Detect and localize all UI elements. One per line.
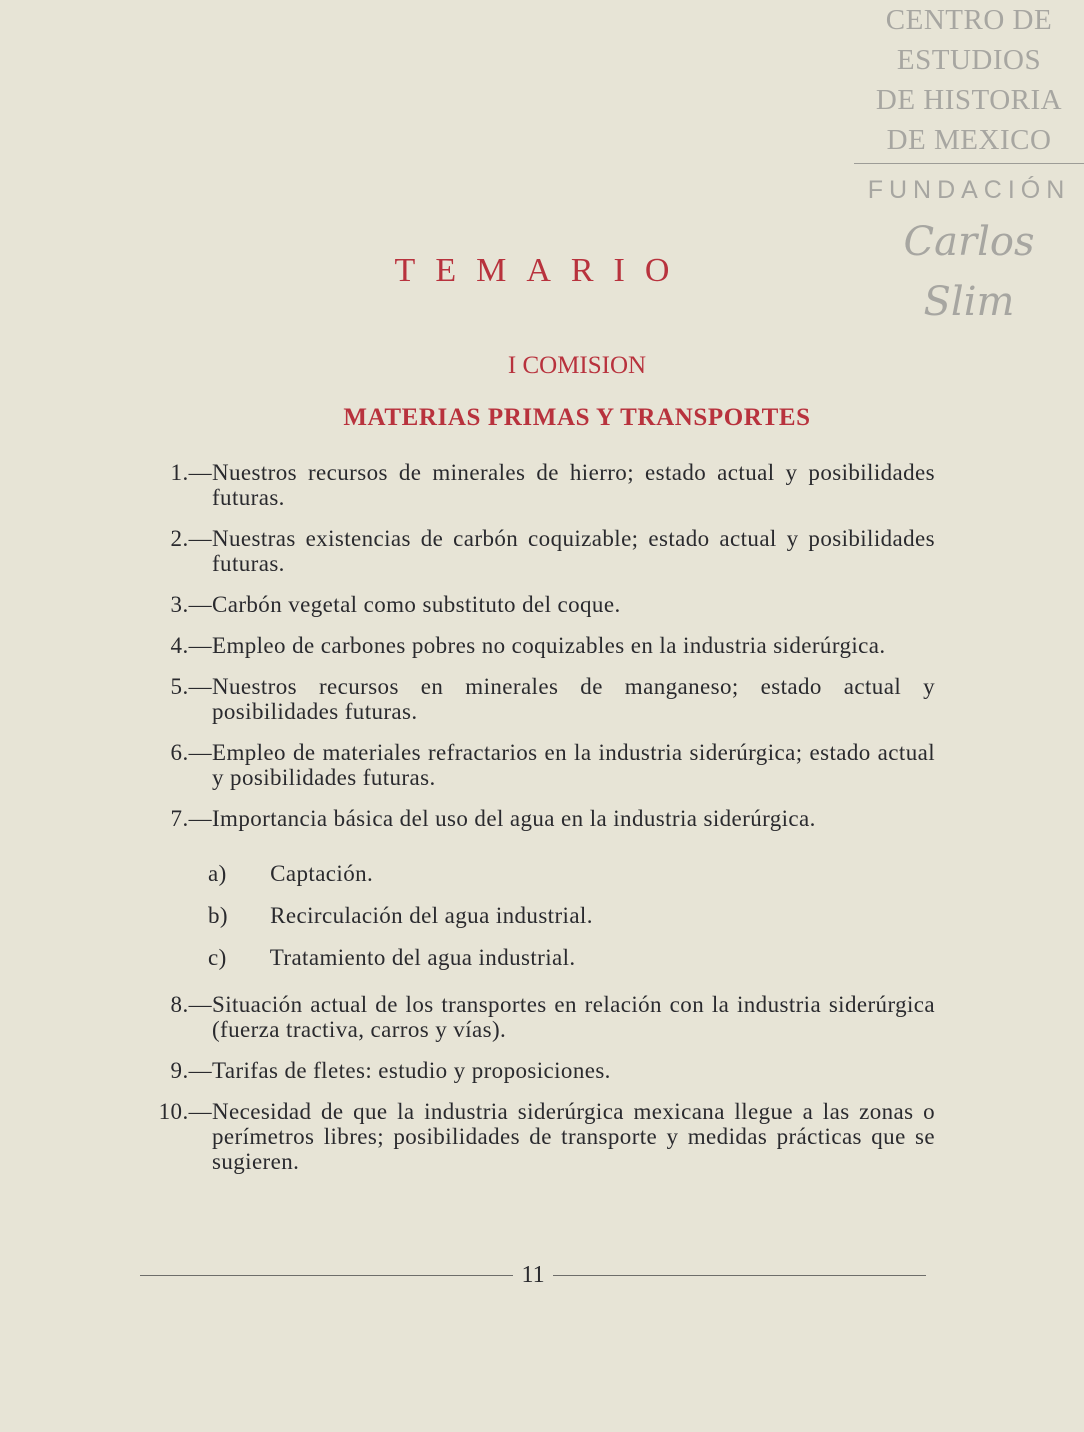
sub-list [140,861,935,970]
item-text: Nuestros recursos de minerales de hierro; estado actual y posibilidades futuras. [212,460,935,510]
item-text: Empleo de carbones pobres no coquizables en la industria siderúrgica. [212,633,886,658]
sub-item-text: Tratamiento del agua industrial. [269,945,576,970]
item-number: 8.— [170,992,212,1017]
page-number: 11 [521,1262,545,1288]
item-number: 7.— [170,806,212,831]
watermark-foundation: FUNDACIÓN [867,176,1071,204]
item-number: 3.— [170,592,212,617]
item-text: Situación actual de los transportes en relación con la industria siderúrgica (fuerza tractiva, carros y vías). [212,992,935,1042]
list-item [140,674,935,724]
item-number: 4.— [170,633,212,658]
item-number: 9.— [170,1058,212,1083]
list-item [140,1058,935,1083]
section-subtitle: MATERIAS PRIMAS Y TRANSPORTES [343,404,811,431]
commission-heading: I COMISION [507,352,647,379]
item-text: Importancia básica del uso del agua en la industria siderúrgica. [212,806,816,831]
item-text: Carbón vegetal como substituto del coque. [212,592,621,617]
watermark-divider [854,163,1084,164]
footer-rule-left [140,1275,513,1276]
sub-item-text: Captación. [270,861,374,886]
watermark-signature: Carlos Slim [903,219,1035,325]
sub-item-text: Recirculación del agua industrial. [270,903,593,928]
item-number: 6.— [170,740,212,765]
item-text: Tarifas de fletes: estudio y proposiciones. [212,1058,611,1083]
watermark-line: ESTUDIOS [896,44,1042,76]
watermark-line: DE MEXICO [886,124,1052,156]
list-item [140,806,935,831]
sub-item-letter: b) [208,903,228,928]
sub-item [140,945,935,970]
item-number: 10.— [158,1099,212,1124]
sub-item-letter: a) [208,861,227,886]
item-text: Nuestros recursos en minerales de manganeso; estado actual y posibilidades futuras. [212,674,935,724]
item-text: Necesidad de que la industria siderúrgica mexicana llegue a las zonas o perímetros libres; posibilidades de transporte y medidas prácticas que se sugieren. [212,1099,935,1174]
item-number: 1.— [170,460,212,485]
list-item [140,460,935,510]
topic-list [140,460,935,1190]
sub-item [140,903,935,928]
item-number: 2.— [170,526,212,551]
page-footer [140,1262,926,1289]
watermark-line: CENTRO DE [885,4,1053,36]
item-text: Nuestras existencias de carbón coquizable; estado actual y posibilidades futuras. [212,526,935,576]
list-item [140,633,935,658]
sub-item [140,861,935,886]
list-item [140,992,935,1042]
footer-rule-right [553,1275,926,1276]
list-item [140,526,935,576]
item-text: Empleo de materiales refractarios en la industria siderúrgica; estado actual y posibilidades futuras. [212,740,935,790]
watermark-line: DE HISTORIA [875,84,1063,116]
list-item [140,592,935,617]
list-item [140,1099,935,1174]
page-title: TEMARIO [394,252,690,289]
list-item [140,740,935,790]
sub-item-letter: c) [208,945,227,970]
item-number: 5.— [170,674,212,699]
